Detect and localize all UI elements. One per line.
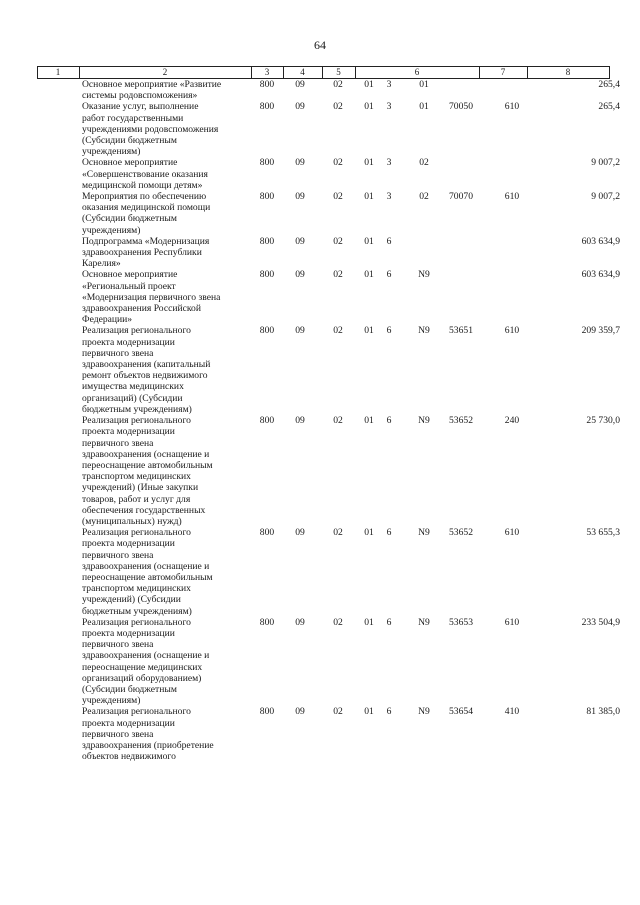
row-name-line: обеспечения государственных <box>82 504 206 516</box>
row-cell-c7: 610 <box>504 325 520 337</box>
row-cell-c4: 09 <box>295 157 305 169</box>
row-name-line: учреждениям) <box>82 695 141 707</box>
row-cell-c4: 09 <box>295 706 305 718</box>
table-row <box>0 617 640 707</box>
row-cell-c6c: N9 <box>418 706 430 718</box>
row-cell-c8: 603 634,9 <box>581 235 620 247</box>
row-cell-c7: 240 <box>504 415 520 427</box>
row-name-line: переоснащение автомобильным <box>82 459 213 471</box>
row-name <box>82 101 257 157</box>
row-cell-c8: 233 504,9 <box>581 616 620 628</box>
row-cell-c6d: 53652 <box>449 415 473 427</box>
row-cell-c5: 02 <box>333 415 343 427</box>
row-cell-c7: 610 <box>504 191 520 203</box>
row-cell-c4: 09 <box>295 191 305 203</box>
row-name-line: учреждений) (Иные закупки <box>82 482 199 494</box>
row-cell-c6b: 6 <box>386 325 392 337</box>
row-cell-c4: 09 <box>295 269 305 281</box>
row-name-line: первичного звена <box>82 728 154 740</box>
row-cell-c3: 800 <box>259 101 275 113</box>
row-name-line: здравоохранения (оснащение и <box>82 650 210 662</box>
row-cell-c8: 25 730,0 <box>586 415 620 427</box>
row-name-line: здравоохранения Республики <box>82 247 202 259</box>
row-cell-c6a: 01 <box>364 191 374 203</box>
row-name <box>82 79 257 101</box>
row-name-line: транспортом медицинских <box>82 583 191 595</box>
row-cell-c8: 209 359,7 <box>581 325 620 337</box>
row-cell-c3: 800 <box>259 157 275 169</box>
table-row <box>0 527 640 617</box>
row-name-line: Федерации» <box>82 314 133 326</box>
row-cell-c5: 02 <box>333 706 343 718</box>
table-row <box>0 706 640 762</box>
row-name-line: проекта модернизации <box>82 426 175 438</box>
row-name-line: первичного звена <box>82 347 154 359</box>
row-name-line: Реализация регионального <box>82 706 191 718</box>
row-cell-c5: 02 <box>333 325 343 337</box>
row-cell-c6c: 02 <box>419 191 429 203</box>
row-cell-c6c: N9 <box>418 415 430 427</box>
row-cell-c6a: 01 <box>364 415 374 427</box>
row-name-line: первичного звена <box>82 549 154 561</box>
row-cell-c6a: 01 <box>364 101 374 113</box>
row-cell-c4: 09 <box>295 79 305 90</box>
row-cell-c3: 800 <box>259 325 275 337</box>
row-name <box>82 269 257 325</box>
page-number: 64 <box>314 38 326 52</box>
row-cell-c8: 265,4 <box>598 79 620 90</box>
row-cell-c3: 800 <box>259 269 275 281</box>
row-cell-c6c: 01 <box>419 79 429 90</box>
row-cell-c4: 09 <box>295 235 305 247</box>
row-name-line: переоснащение автомобильным <box>82 571 213 583</box>
row-cell-c4: 09 <box>295 101 305 113</box>
row-cell-c3: 800 <box>259 616 275 628</box>
row-cell-c6a: 01 <box>364 269 374 281</box>
row-cell-c6a: 01 <box>364 157 374 169</box>
table-row <box>0 101 640 157</box>
row-cell-c5: 02 <box>333 157 343 169</box>
header-col-7: 7 <box>500 67 506 77</box>
table-row <box>0 269 640 325</box>
row-name-line: учреждений) (Субсидии <box>82 594 181 606</box>
header-col-8: 8 <box>565 67 571 77</box>
row-name <box>82 415 257 527</box>
row-cell-c6d: 70070 <box>449 191 473 203</box>
row-cell-c6b: 6 <box>386 269 392 281</box>
row-cell-c8: 265,4 <box>598 101 620 113</box>
row-cell-c6a: 01 <box>364 706 374 718</box>
row-cell-c3: 800 <box>259 415 275 427</box>
header-col-6: 6 <box>414 67 420 77</box>
row-cell-c6b: 3 <box>386 101 392 113</box>
row-name-line: (Субсидии бюджетным <box>82 213 177 225</box>
row-cell-c6d: 53652 <box>449 527 473 539</box>
header-col-3: 3 <box>264 67 270 77</box>
row-name-line: Реализация регионального <box>82 527 191 539</box>
row-name-line: «Модернизация первичного звена <box>82 291 221 303</box>
row-cell-c6d: 53651 <box>449 325 473 337</box>
row-name <box>82 527 257 617</box>
row-cell-c6d: 53653 <box>449 616 473 628</box>
row-name-line: проекта модернизации <box>82 717 175 729</box>
row-cell-c7: 410 <box>504 706 520 718</box>
row-cell-c6b: 6 <box>386 415 392 427</box>
row-name-line: Мероприятия по обеспечению <box>82 191 207 203</box>
header-col-2: 2 <box>162 67 168 77</box>
row-cell-c6b: 6 <box>386 527 392 539</box>
row-cell-c4: 09 <box>295 527 305 539</box>
row-cell-c5: 02 <box>333 101 343 113</box>
row-cell-c3: 800 <box>259 235 275 247</box>
row-name-line: (муниципальных) нужд) <box>82 515 182 527</box>
row-name-line: учреждениям) <box>82 146 141 158</box>
row-name-line: первичного звена <box>82 639 154 651</box>
row-name-line: здравоохранения (оснащение и <box>82 448 210 460</box>
row-name-line: ремонт объектов недвижимого <box>82 370 208 382</box>
row-name <box>82 157 257 191</box>
row-name-line: первичного звена <box>82 437 154 449</box>
row-cell-c8: 9 007,2 <box>591 157 620 169</box>
header-col-5: 5 <box>336 67 341 77</box>
row-name <box>82 236 257 270</box>
row-name-line: организаций) (Субсидии <box>82 392 183 404</box>
row-name-line: учреждениями родовспоможения <box>82 123 219 135</box>
row-cell-c3: 800 <box>259 706 275 718</box>
row-cell-c3: 800 <box>259 191 275 203</box>
row-name-line: проекта модернизации <box>82 336 175 348</box>
row-name-line: имущества медицинских <box>82 381 184 393</box>
table-row <box>0 325 640 415</box>
row-cell-c6b: 3 <box>386 191 392 203</box>
row-cell-c6b: 6 <box>386 706 392 718</box>
table-header <box>37 66 610 78</box>
row-cell-c5: 02 <box>333 616 343 628</box>
row-cell-c5: 02 <box>333 191 343 203</box>
row-cell-c4: 09 <box>295 325 305 337</box>
row-cell-c4: 09 <box>295 415 305 427</box>
row-cell-c6b: 3 <box>386 157 392 169</box>
row-name-line: Подпрограмма «Модернизация <box>82 235 210 247</box>
row-name-line: проекта модернизации <box>82 627 175 639</box>
row-name-line: здравоохранения (приобретение <box>82 739 214 751</box>
row-name-line: Реализация регионального <box>82 616 191 628</box>
row-name-line: Оказание услуг, выполнение <box>82 101 199 113</box>
row-cell-c4: 09 <box>295 616 305 628</box>
row-name-line: бюджетным учреждениям) <box>82 605 192 617</box>
row-name-line: Реализация регионального <box>82 415 191 427</box>
row-name-line: учреждениям) <box>82 224 141 236</box>
row-cell-c3: 800 <box>259 79 275 90</box>
table-row <box>0 191 640 236</box>
row-name <box>82 325 257 415</box>
table-row <box>0 236 640 270</box>
row-name-line: работ государственными <box>82 112 184 124</box>
row-cell-c6c: 01 <box>419 101 429 113</box>
row-name <box>82 617 257 707</box>
row-cell-c8: 53 655,3 <box>586 527 620 539</box>
row-cell-c6c: N9 <box>418 325 430 337</box>
row-name-line: объектов недвижимого <box>82 751 176 763</box>
table-row <box>0 157 640 191</box>
row-cell-c6a: 01 <box>364 527 374 539</box>
table-body <box>0 79 640 762</box>
row-name-line: Карелия» <box>82 258 121 270</box>
row-cell-c6d: 53654 <box>449 706 473 718</box>
row-cell-c7: 610 <box>504 101 520 113</box>
row-cell-c5: 02 <box>333 527 343 539</box>
row-cell-c6c: N9 <box>418 616 430 628</box>
row-cell-c6d: 70050 <box>449 101 473 113</box>
row-cell-c8: 603 634,9 <box>581 269 620 281</box>
row-name-line: Основное мероприятие <box>82 157 178 169</box>
row-cell-c7: 610 <box>504 527 520 539</box>
header-divider <box>609 66 610 78</box>
row-cell-c5: 02 <box>333 269 343 281</box>
row-cell-c3: 800 <box>259 527 275 539</box>
row-cell-c6b: 3 <box>386 79 392 90</box>
row-name-line: (Субсидии бюджетным <box>82 135 177 147</box>
row-name-line: «Региональный проект <box>82 280 176 292</box>
row-name-line: переоснащение медицинских <box>82 661 203 673</box>
row-cell-c8: 81 385,0 <box>586 706 620 718</box>
row-name-line: проекта модернизации <box>82 538 175 550</box>
row-cell-c6c: N9 <box>418 269 430 281</box>
header-col-1: 1 <box>55 67 61 77</box>
row-cell-c6b: 6 <box>386 616 392 628</box>
row-name-line: медицинской помощи детям» <box>82 179 203 191</box>
row-cell-c6a: 01 <box>364 616 374 628</box>
row-name-line: Основное мероприятие «Развитие <box>82 79 222 90</box>
row-name <box>82 706 257 762</box>
row-cell-c6c: N9 <box>418 527 430 539</box>
row-name-line: (Субсидии бюджетным <box>82 683 177 695</box>
row-cell-c6a: 01 <box>364 325 374 337</box>
row-name-line: здравоохранения (оснащение и <box>82 560 210 572</box>
row-cell-c6b: 6 <box>386 235 392 247</box>
row-name <box>82 191 257 236</box>
row-name-line: товаров, работ и услуг для <box>82 493 191 505</box>
table-row <box>0 79 640 101</box>
table-row <box>0 415 640 527</box>
row-name-line: «Совершенствование оказания <box>82 168 208 180</box>
row-name-line: здравоохранения Российской <box>82 303 201 315</box>
header-col-4: 4 <box>300 67 305 77</box>
row-name-line: системы родовспоможения» <box>82 90 198 102</box>
row-name-line: бюджетным учреждениям) <box>82 403 192 415</box>
row-name-line: Реализация регионального <box>82 325 191 337</box>
row-cell-c6a: 01 <box>364 235 374 247</box>
row-cell-c5: 02 <box>333 235 343 247</box>
row-cell-c6c: 02 <box>419 157 429 169</box>
row-name-line: Основное мероприятие <box>82 269 178 281</box>
row-name-line: оказания медицинской помощи <box>82 202 211 214</box>
row-cell-c7: 610 <box>504 616 520 628</box>
row-cell-c8: 9 007,2 <box>591 191 620 203</box>
row-name-line: организаций оборудованием) <box>82 672 202 684</box>
row-name-line: транспортом медицинских <box>82 471 191 483</box>
row-name-line: здравоохранения (капитальный <box>82 359 211 371</box>
row-cell-c5: 02 <box>333 79 343 90</box>
row-cell-c6a: 01 <box>364 79 374 90</box>
